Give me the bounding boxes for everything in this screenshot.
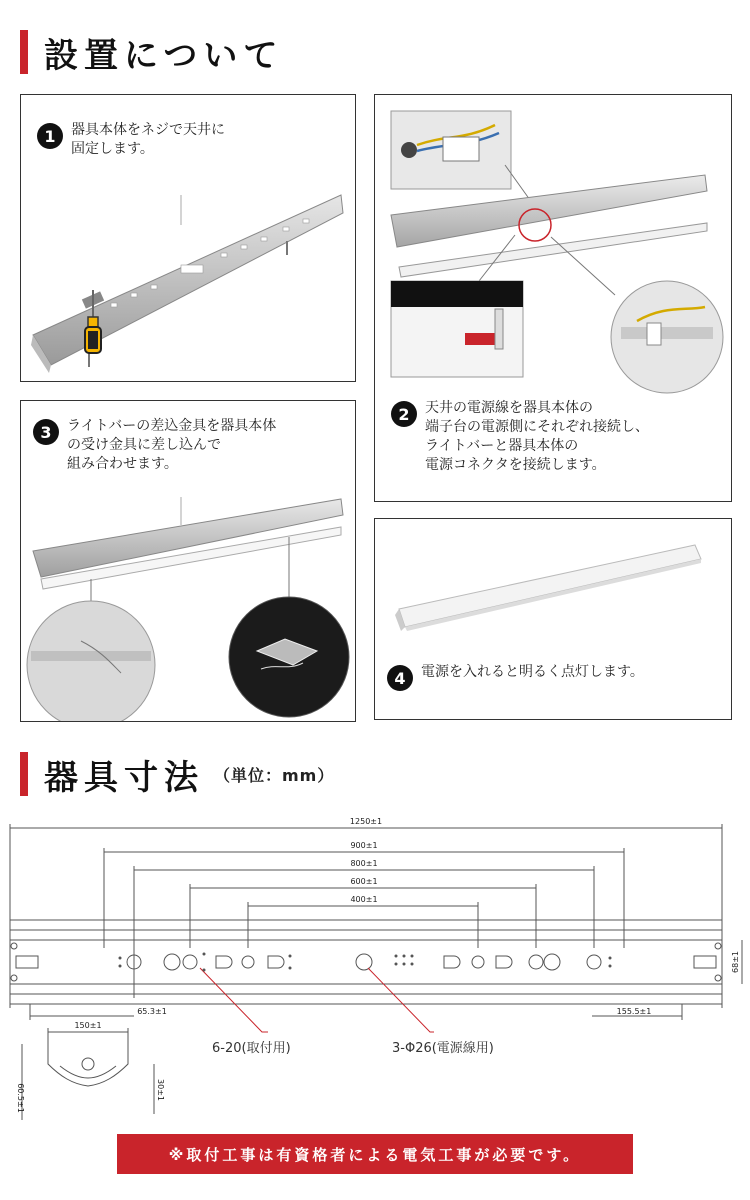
step-3-line-3: 組み合わせます。 bbox=[67, 456, 178, 472]
dim-section-width: 150±1 bbox=[74, 1021, 102, 1030]
electrical-work-notice: ※取付工事は有資格者による電気工事が必要です。 bbox=[117, 1134, 633, 1174]
step-2-line-4: 電源コネクタを接続します。 bbox=[425, 457, 606, 473]
dim-900: 900±1 bbox=[350, 841, 378, 850]
step-2-line-3: ライトバーと器具本体の bbox=[425, 438, 579, 454]
cross-section-drawing bbox=[22, 1028, 154, 1120]
dimensions-title: 器具寸法 bbox=[44, 757, 204, 798]
dim-left-offset: 65.3±1 bbox=[137, 1007, 167, 1016]
step-1-line-1: 器具本体をネジで天井に bbox=[71, 122, 225, 138]
ceiling-mount-illustration bbox=[21, 95, 355, 381]
dim-400: 400±1 bbox=[350, 895, 378, 904]
step-number: 4 bbox=[387, 665, 413, 691]
step-3-box bbox=[20, 400, 356, 722]
unit-label: （単位：mm） bbox=[214, 765, 335, 785]
dim-right-offset: 155.5±1 bbox=[616, 1007, 652, 1016]
power-holes-label: 3-Φ26(電源線用) bbox=[392, 1041, 494, 1056]
step-1-line-2: 固定します。 bbox=[71, 141, 154, 157]
dimensions-section-header bbox=[20, 746, 334, 802]
dim-section-inner: 30±1 bbox=[156, 1079, 165, 1101]
step-2 bbox=[391, 399, 649, 475]
step-number: 2 bbox=[391, 401, 417, 427]
step-4-line-1: 電源を入れると明るく点灯します。 bbox=[421, 664, 644, 680]
step-number: 1 bbox=[37, 123, 63, 149]
step-1-box bbox=[20, 94, 356, 382]
lit-fixture-illustration bbox=[375, 519, 731, 659]
step-2-line-1: 天井の電源線を器具本体の bbox=[425, 400, 593, 416]
install-section-header bbox=[20, 24, 283, 80]
section-accent-bar bbox=[20, 30, 28, 74]
step-3-line-1: ライトバーの差込金具を器具本体 bbox=[67, 418, 277, 434]
step-2-line-2: 端子台の電源側にそれぞれ接続し、 bbox=[425, 419, 649, 435]
step-3-line-2: の受け金具に差し込んで bbox=[67, 437, 221, 453]
step-2-box bbox=[374, 94, 732, 502]
step-number: 3 bbox=[33, 419, 59, 445]
dim-height: 68±1 bbox=[731, 951, 740, 973]
dim-total: 1250±1 bbox=[349, 817, 383, 826]
lightbar-assembly-illustration bbox=[21, 401, 355, 721]
dim-section-height: 60.5±1 bbox=[16, 1083, 25, 1113]
dim-800: 800±1 bbox=[350, 859, 378, 868]
dimension-drawing bbox=[0, 808, 750, 1128]
dim-600: 600±1 bbox=[350, 877, 378, 886]
mount-holes-label: 6-20(取付用) bbox=[212, 1041, 291, 1056]
step-4 bbox=[387, 663, 644, 691]
step-4-box bbox=[374, 518, 732, 720]
install-title: 設置について bbox=[44, 35, 284, 76]
section-accent-bar bbox=[20, 752, 28, 796]
wiring-illustration bbox=[375, 95, 731, 395]
